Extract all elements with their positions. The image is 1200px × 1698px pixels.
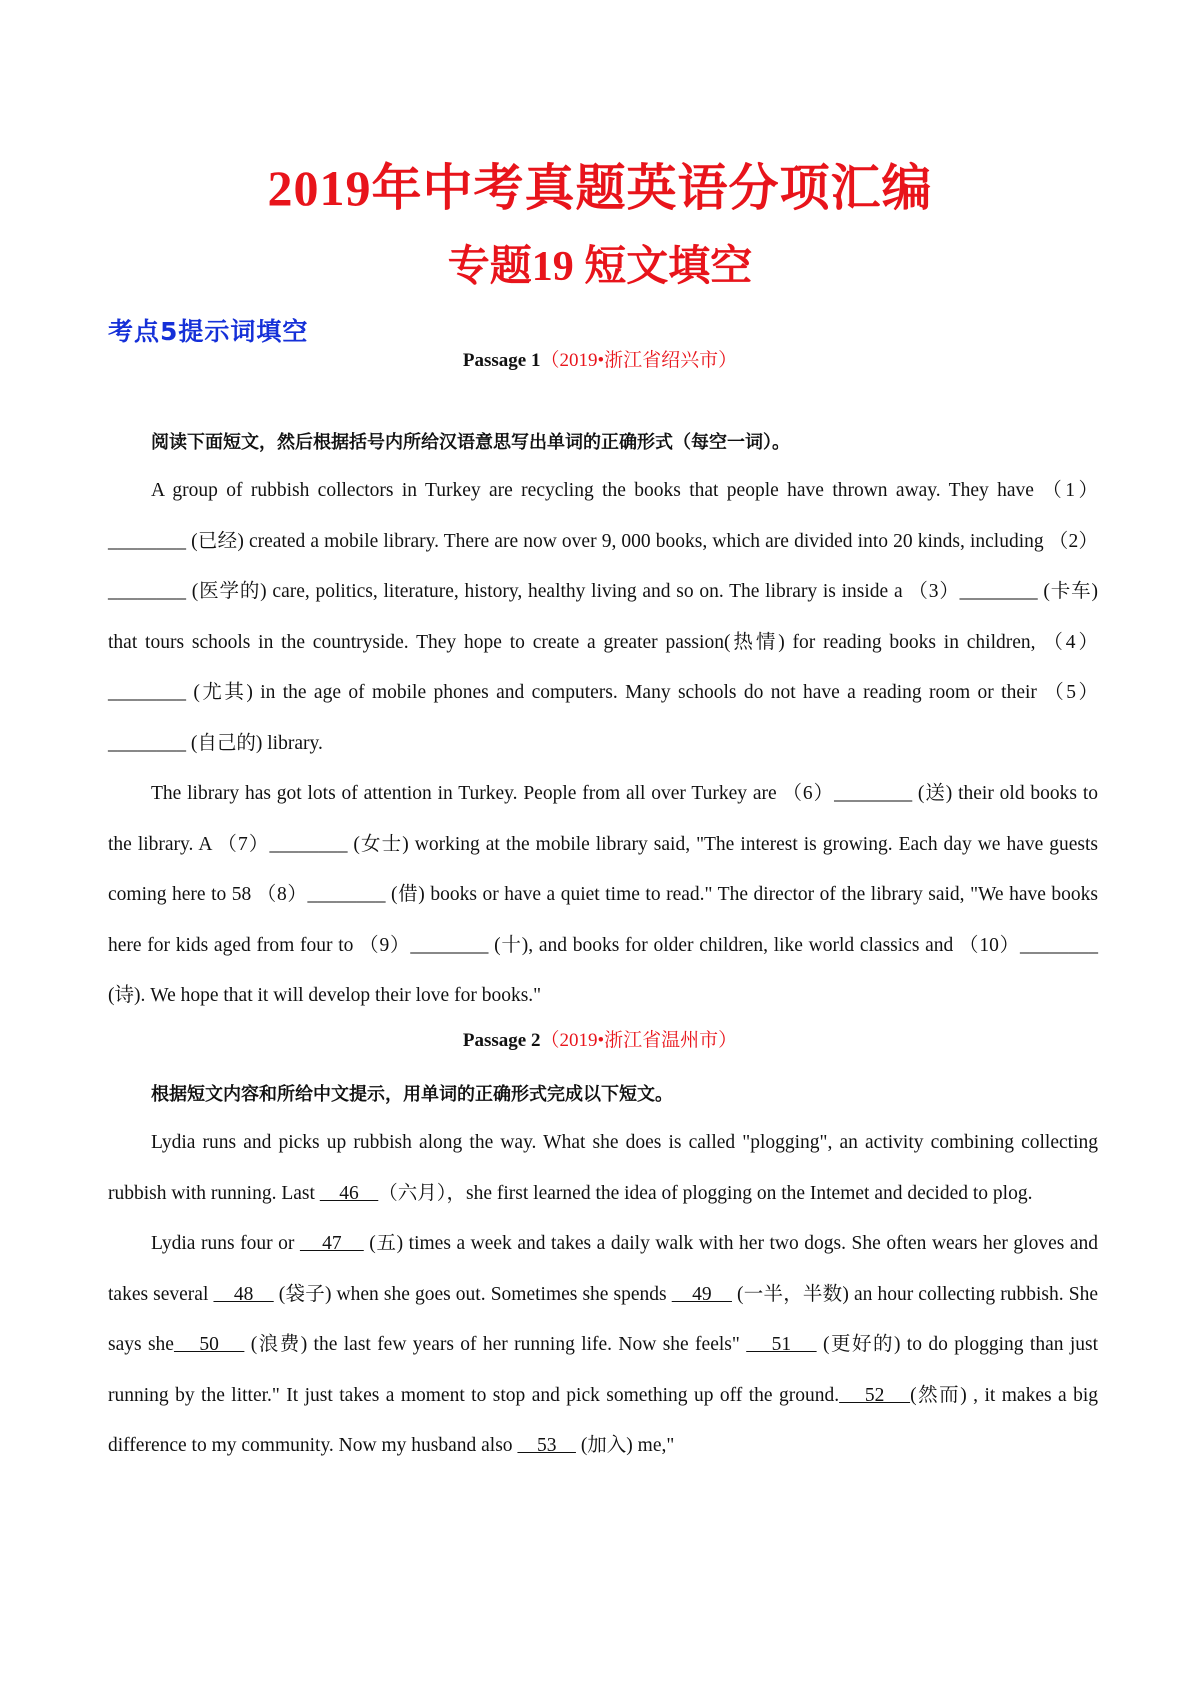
passage2-paragraph2 [108,1219,1098,1472]
passage2-title [0,1026,1200,1056]
blank-46: 46 [319,1182,379,1204]
passage1-body [108,466,1098,1022]
blank-48: 48 [213,1283,274,1305]
blank-53: 53 [517,1435,576,1456]
blank-49: 49 [671,1283,732,1305]
passage1-paragraph1: A group of rubbish collectors in Turkey are recycling the books that people have thrown away. They have （1）________ (已经) created a mobile library. There are now over 9, 000 books, which are divided into 20 kinds, including （2）________ (医学的) care, politics, literature, history, healthy living and so on. The library is inside a （3）________ (卡车) that tours schools in the countryside. They hope to create a greater passion(热情) for reading books in children, （4）________ (尤其) in the age of mobile phones and computers. Many schools do not have a reading room or their （5）________ (自己的) library. [108,480,1098,754]
blank-47: 47 [299,1233,364,1254]
blank-50: 50 [173,1334,245,1355]
passage1-name: Passage 1 [462,350,541,371]
passage2-body [108,1118,1098,1472]
section-heading: 考点5提示词填空 [108,317,309,346]
text-run: (加入) me," [575,1435,675,1456]
passage1-title [0,346,1200,376]
passage1-paragraph2: The library has got lots of attention in Turkey. People from all over Turkey are （6）________ (送) their old books to the library. A （7）________ (女士) working at the mobile library said, "The interest is growing. Each day we have guests coming here to 58 （8）________ (借) books or have a quiet time to read." The director of the library said, "We have books here for kids aged from four to （9）________ (十), and books for older children, like world classics and （10）________ (诗). We hope that it will develop their love for books." [108,783,1098,1006]
page-title: 2019年中考真题英语分项汇编 [267,160,933,216]
text-run: (浪费) the last few years of her running life. Now she feels" [244,1334,747,1355]
text-run: (然而) , it makes a big difference to my community. Now my husband also [108,1384,1098,1456]
passage2-name: Passage 2 [462,1030,541,1051]
blank-51: 51 [746,1334,817,1355]
text-run: Lydia runs and picks up rubbish along the way. What she does is called "plogging", an activity combining collecting rubbish with running. Last [108,1132,1098,1204]
text-run: (更好的) to do plogging than just running by the litter." It just takes a moment to stop and pick something up off the ground. [108,1334,1099,1406]
passage2-paragraph1 [108,1118,1098,1219]
text-run: (五) times a week and takes a daily walk with her two dogs. She often wears her gloves and takes several [108,1233,1099,1305]
text-run: Lydia runs four or [151,1233,300,1254]
text-run: （六月），she first learned the idea of plogging on the Intemet and decided to plog. [378,1182,1033,1204]
text-run: (袋子) when she goes out. Sometimes she spends [273,1283,672,1305]
blank-52: 52 [839,1384,911,1406]
page-subtitle: 专题19 短文填空 [447,244,753,290]
passage1-instruction: 阅读下面短文，然后根据括号内所给汉语意思写出单词的正确形式（每空一词）。 [151,432,790,453]
text-run: (一半，半数) an hour collecting rubbish. She says she [108,1283,1098,1355]
passage2-instruction: 根据短文内容和所给中文提示，用单词的正确形式完成以下短文。 [151,1084,673,1105]
passage2-source: （2019•浙江省温州市） [540,1030,738,1051]
passage1-source: （2019•浙江省绍兴市） [540,350,738,371]
